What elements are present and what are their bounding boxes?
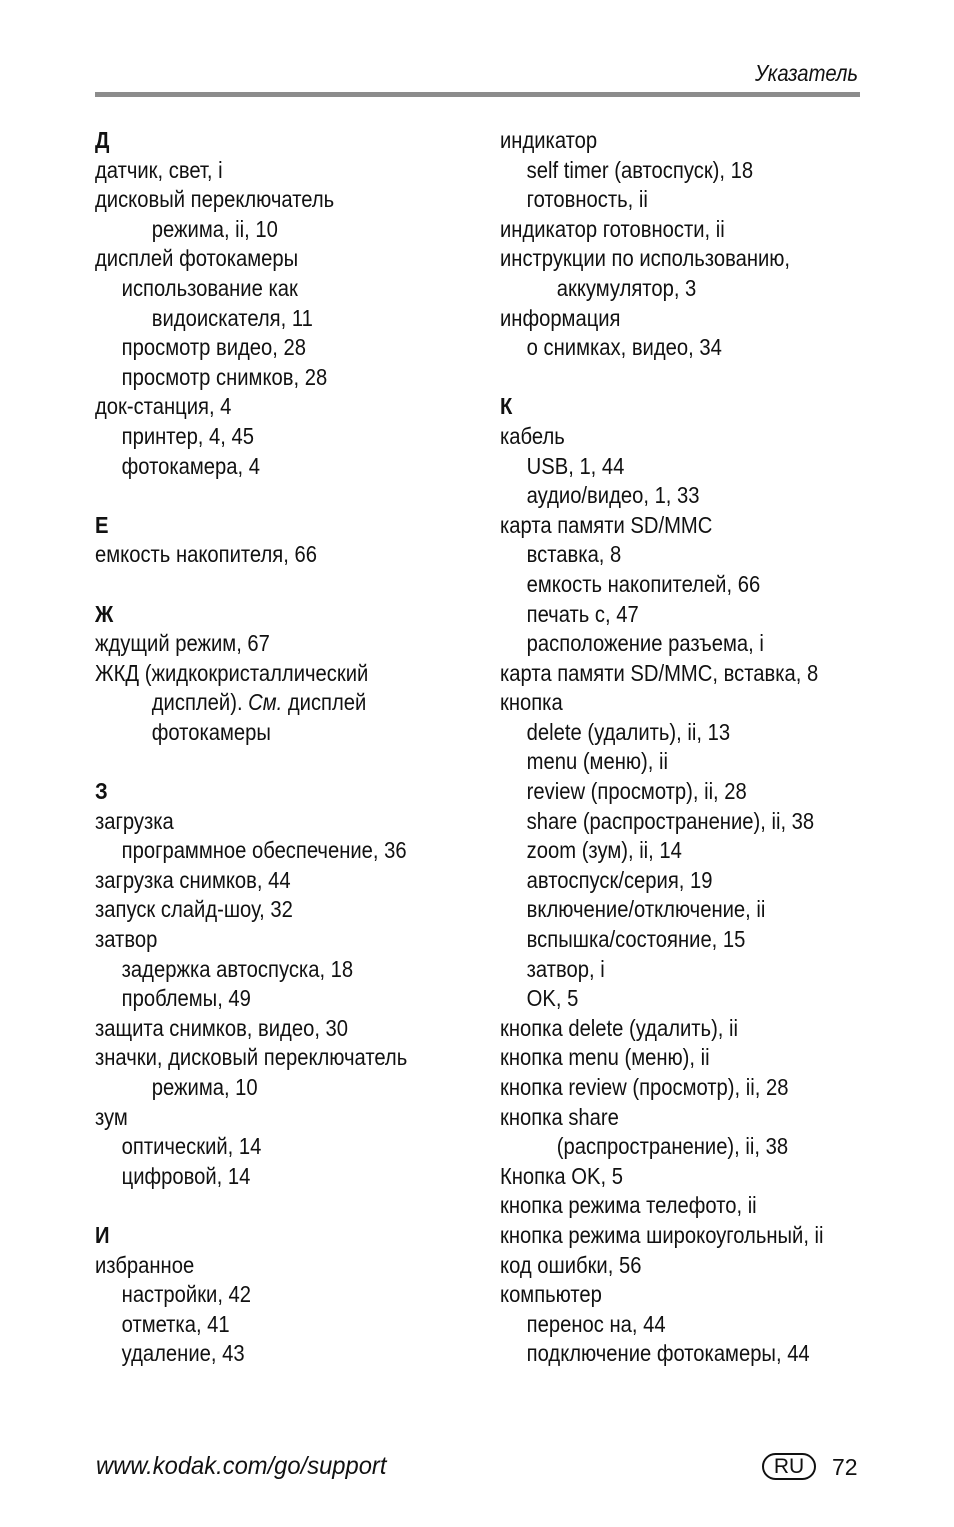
index-subentry: self timer (автоспуск), 18	[526, 156, 754, 183]
index-subentry: zoom (зум), ii, 14	[526, 837, 682, 864]
index-entry: датчик, свет, i	[95, 156, 223, 183]
index-subentry: емкость накопителей, 66	[526, 570, 761, 597]
index-subentry: аккумулятор, 3	[556, 274, 697, 301]
index-subentry: использование как	[121, 274, 298, 301]
index-subentry: (распространение), ii, 38	[556, 1133, 789, 1160]
index-entry: кнопка режима широкоугольный, ii	[500, 1221, 824, 1248]
index-subentry: затвор, i	[526, 955, 605, 982]
index-subentry: фотокамера, 4	[121, 452, 260, 479]
index-subentry: просмотр снимков, 28	[121, 363, 328, 390]
index-subentry: просмотр видео, 28	[121, 334, 307, 361]
section-letter-heading: Е	[95, 511, 109, 538]
index-subentry: дисплей). См. дисплей	[151, 689, 367, 716]
section-gap	[95, 1191, 475, 1221]
index-subentry: программное обеспечение, 36	[121, 837, 407, 864]
index-entry: компьютер	[500, 1281, 602, 1308]
section-letter-heading: З	[95, 778, 108, 805]
index-subentry: настройки, 42	[121, 1281, 252, 1308]
index-entry: загрузка	[95, 807, 174, 834]
index-subentry: аудио/видео, 1, 33	[526, 482, 700, 509]
index-subentry: режима, 10	[151, 1074, 258, 1100]
index-entry: кнопка review (просмотр), ii, 28	[500, 1074, 789, 1100]
index-subentry: перенос на, 44	[526, 1310, 666, 1337]
index-entry: загрузка снимков, 44	[95, 866, 291, 893]
index-entry: инструкции по использованию,	[500, 245, 791, 272]
index-subentry: проблемы, 49	[121, 985, 251, 1012]
index-entry: значки, дисковый переключатель	[95, 1044, 408, 1071]
index-subentry: review (просмотр), ii, 28	[526, 778, 747, 805]
index-subentry: delete (удалить), ii, 13	[526, 718, 731, 745]
index-entry: информация	[500, 304, 621, 331]
index-subentry: share (распространение), ii, 38	[526, 807, 815, 834]
index-subentry: USB, 1, 44	[526, 452, 625, 479]
index-entry: дисковый переключатель	[95, 186, 335, 213]
section-letter-heading: Д	[95, 127, 110, 153]
index-subentry: оптический, 14	[121, 1133, 262, 1160]
index-subentry: включение/отключение, ii	[526, 896, 766, 923]
index-subentry: режима, ii, 10	[151, 215, 278, 242]
index-entry: кнопка share	[500, 1103, 619, 1130]
index-subentry: вспышка/состояние, 15	[526, 926, 746, 953]
section-gap	[95, 481, 475, 511]
index-subentry: подключение фотокамеры, 44	[526, 1340, 810, 1367]
index-subentry: цифровой, 14	[121, 1162, 251, 1189]
index-entry: индикатор	[500, 127, 598, 153]
index-entry: кабель	[500, 422, 565, 449]
section-gap	[500, 363, 880, 393]
index-subentry: расположение разъема, i	[526, 630, 764, 657]
index-entry: запуск слайд-шоу, 32	[95, 896, 293, 923]
index-subentry: отметка, 41	[121, 1310, 230, 1337]
section-gap	[95, 747, 475, 777]
page-title: Указатель	[754, 60, 858, 86]
section-letter-heading: Ж	[95, 600, 114, 627]
language-badge: RU	[762, 1453, 816, 1480]
index-entry: кнопка	[500, 689, 563, 716]
index-entry: карта памяти SD/MMC, вставка, 8	[500, 659, 819, 686]
index-entry: ЖКД (жидкокристаллический	[95, 659, 369, 686]
index-subentry: готовность, ii	[526, 186, 648, 213]
index-entry: защита снимков, видео, 30	[95, 1014, 349, 1041]
index-subentry: фотокамеры	[151, 718, 271, 745]
index-subentry: о снимках, видео, 34	[526, 334, 722, 361]
index-subentry: вставка, 8	[526, 541, 622, 568]
index-entry: кнопка режима телефото, ii	[500, 1192, 757, 1219]
page-number: 72	[832, 1454, 858, 1480]
index-entry: дисплей фотокамеры	[95, 245, 299, 272]
index-subentry: OK, 5	[526, 985, 579, 1012]
index-entry: карта памяти SD/MMC	[500, 511, 713, 538]
header-divider	[95, 92, 860, 97]
index-subentry: принтер, 4, 45	[121, 422, 254, 449]
index-entry: код ошибки, 56	[500, 1251, 642, 1278]
section-gap	[95, 570, 475, 600]
index-subentry: видоискателя, 11	[151, 304, 313, 331]
index-entry: Кнопка OK, 5	[500, 1162, 623, 1189]
index-subentry: автоспуск/серия, 19	[526, 866, 713, 893]
section-letter-heading: К	[500, 393, 513, 420]
index-entry: кнопка menu (меню), ii	[500, 1044, 710, 1071]
index-subentry: печать с, 47	[526, 600, 639, 627]
index-subentry: удаление, 43	[121, 1340, 245, 1367]
index-entry: док-станция, 4	[95, 393, 232, 420]
index-entry: кнопка delete (удалить), ii	[500, 1014, 739, 1041]
index-entry: ждущий режим, 67	[95, 630, 270, 657]
index-entry: емкость накопителя, 66	[95, 541, 317, 568]
index-subentry: задержка автоспуска, 18	[121, 955, 354, 982]
index-entry: индикатор готовности, ii	[500, 215, 725, 242]
index-subentry: menu (меню), ii	[526, 748, 668, 775]
index-entry: затвор	[95, 926, 158, 953]
section-letter-heading: И	[95, 1221, 110, 1248]
index-entry: избранное	[95, 1251, 195, 1278]
index-entry: зум	[95, 1103, 128, 1130]
index-column-right	[500, 126, 880, 1369]
support-url-link[interactable]: www.kodak.com/go/support	[96, 1452, 387, 1480]
index-column-left	[95, 126, 475, 1369]
